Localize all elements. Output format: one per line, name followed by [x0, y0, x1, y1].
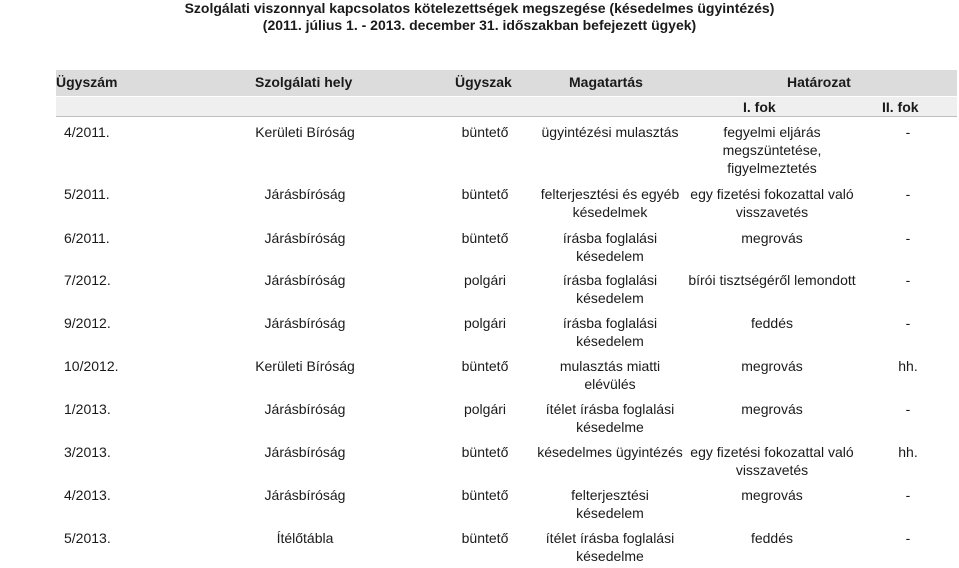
cell-hatarozat-fok-2: - — [905, 186, 911, 202]
cell-ugyszak: büntető — [461, 530, 509, 546]
cell-magatartas: felterjesztési késedelem — [571, 487, 649, 521]
cell-szolgalati-hely: Kerületi Bíróság — [255, 124, 355, 140]
cell-hatarozat-fok-2: - — [905, 530, 911, 546]
cell-szolgalati-hely: Járásbíróság — [264, 444, 346, 460]
cell-szolgalati-hely: Járásbíróság — [264, 186, 346, 202]
table-subheader-band — [56, 97, 957, 117]
cell-hatarozat-fok-1: megrovás — [741, 401, 803, 417]
cell-ugyszam: 3/2013. — [64, 444, 111, 460]
cell-ugyszam: 1/2013. — [64, 401, 111, 417]
cell-magatartas: írásba foglalási késedelem — [562, 272, 658, 306]
cell-hatarozat-fok-1: feddés — [750, 530, 794, 546]
cell-hatarozat-fok-1: bírói tisztségéről lemondott — [688, 272, 856, 288]
column-header-magatartas: Magatartás — [569, 74, 643, 90]
cell-hatarozat-fok-1: feddés — [750, 315, 794, 331]
cell-hatarozat-fok-2: - — [905, 124, 911, 140]
cell-ugyszam: 5/2013. — [64, 530, 111, 546]
cell-ugyszak: büntető — [461, 124, 509, 140]
cell-hatarozat-fok-1: egy fizetési fokozattal való visszavetés — [690, 186, 854, 220]
cell-hatarozat-fok-2: - — [905, 230, 911, 246]
cell-hatarozat-fok-2: hh. — [898, 444, 918, 460]
column-header-fok-1: I. fok — [743, 99, 776, 115]
cell-ugyszam: 4/2011. — [64, 124, 110, 140]
cell-szolgalati-hely: Járásbíróság — [264, 401, 346, 417]
cell-ugyszam: 9/2012. — [64, 315, 111, 331]
cell-magatartas: írásba foglalási késedelem — [562, 230, 658, 264]
document-title-line-2: (2011. július 1. - 2013. december 31. időszakban befejezett ügyek) — [262, 17, 697, 33]
cell-magatartas: ítélet írásba foglalási késedelme — [545, 530, 675, 564]
cell-szolgalati-hely: Kerületi Bíróság — [255, 358, 355, 374]
cell-szolgalati-hely: Járásbíróság — [264, 230, 346, 246]
document-title-line-1: Szolgálati viszonnyal kapcsolatos kötelezettségek megszegése (késedelmes ügyintézés) — [184, 0, 775, 16]
cell-szolgalati-hely: Járásbíróság — [264, 315, 346, 331]
cell-hatarozat-fok-2: - — [905, 401, 911, 417]
cell-szolgalati-hely: Ítélőtábla — [276, 530, 334, 546]
cell-hatarozat-fok-2: - — [905, 315, 911, 331]
cell-hatarozat-fok-1: megrovás — [741, 487, 803, 503]
cell-ugyszak: büntető — [461, 358, 509, 374]
cell-ugyszam: 6/2011. — [64, 230, 110, 246]
cell-hatarozat-fok-2: hh. — [898, 358, 918, 374]
cell-ugyszam: 4/2013. — [64, 487, 111, 503]
cell-ugyszam: 10/2012. — [64, 358, 119, 374]
cell-magatartas: ügyintézési mulasztás — [541, 124, 679, 140]
cell-szolgalati-hely: Járásbíróság — [264, 487, 346, 503]
column-header-ugyszam: Ügyszám — [56, 74, 118, 90]
cell-ugyszak: büntető — [461, 186, 509, 202]
cell-szolgalati-hely: Járásbíróság — [264, 272, 346, 288]
cell-ugyszam: 7/2012. — [64, 272, 111, 288]
cell-magatartas: felterjesztési és egyéb késedelmek — [540, 186, 680, 220]
cell-ugyszak: polgári — [463, 315, 507, 331]
cell-hatarozat-fok-2: - — [905, 272, 911, 288]
column-header-hatarozat: Határozat — [787, 74, 851, 90]
cell-hatarozat-fok-1: megrovás — [741, 358, 803, 374]
column-header-fok-2: II. fok — [882, 99, 919, 115]
cell-magatartas: mulasztás miatti elévülés — [559, 358, 661, 392]
column-header-ugyszak: Ügyszak — [455, 74, 512, 90]
cell-magatartas: írásba foglalási késedelem — [562, 315, 658, 349]
cell-hatarozat-fok-2: - — [905, 487, 911, 503]
cell-hatarozat-fok-1: megrovás — [741, 230, 803, 246]
cell-ugyszak: büntető — [461, 487, 509, 503]
cell-hatarozat-fok-1: fegyelmi eljárás megszüntetése, figyelmeztetés — [722, 124, 822, 176]
cell-magatartas: késedelmes ügyintézés — [537, 444, 683, 460]
cell-ugyszak: büntető — [461, 230, 509, 246]
column-header-szolgalati-hely: Szolgálati hely — [255, 74, 353, 90]
cell-ugyszak: büntető — [461, 444, 509, 460]
cell-ugyszam: 5/2011. — [64, 186, 110, 202]
cell-ugyszak: polgári — [463, 401, 507, 417]
cell-magatartas: ítélet írásba foglalási késedelme — [545, 401, 675, 435]
cell-hatarozat-fok-1: egy fizetési fokozattal való visszavetés — [690, 444, 854, 478]
cell-ugyszak: polgári — [463, 272, 507, 288]
